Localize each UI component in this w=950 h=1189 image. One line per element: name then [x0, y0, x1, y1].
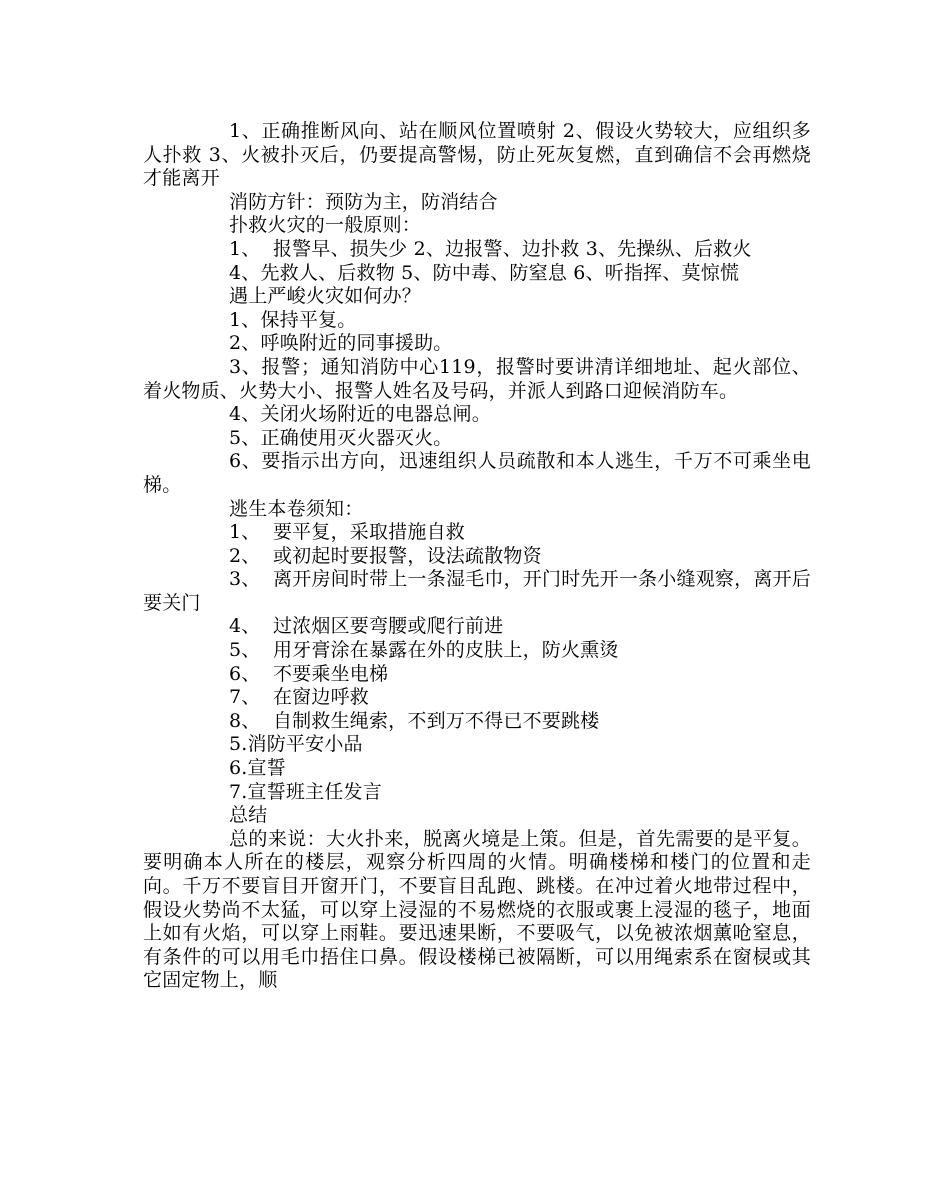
paragraph-serious-fire-3: 3、报警；通知消防中心119，报警时要讲清详细地址、起火部位、着火物质、火势大小、报警人姓名及号码，并派人到路口迎候消防车。 [143, 355, 811, 402]
paragraph-general-principles-heading: 扑救火灾的一般原则： [229, 214, 422, 237]
paragraph-serious-fire-6: 6、要指示出方向，迅速组织人员疏散和本人逃生，千万不可乘坐电梯。 [143, 450, 811, 496]
paragraph-fire-extinguish-steps: 1、正确推断风向、站在顺风位置喷射 2、假设火势较大，应组织多人扑救 3、火被扑灭后，仍要提高警惕，防止死灰复燃，直到确信不会再燃烧才能离开 [143, 120, 811, 190]
paragraph-agenda-6: 6.宣誓 [229, 757, 286, 780]
document-body [143, 120, 811, 993]
paragraph-serious-fire-2: 2、呼唤附近的同事援助。 [229, 332, 453, 355]
paragraph-serious-fire-1: 1、保持平复。 [229, 308, 357, 331]
paragraph-escape-note-4: 4、 过浓烟区要弯腰或爬行前进 [229, 615, 504, 638]
paragraph-serious-fire-heading: 遇上严峻火灾如何办？ [229, 285, 422, 308]
paragraph-escape-note-6: 6、 不要乘坐电梯 [229, 662, 389, 685]
paragraph-escape-note-2: 2、 或初起时要报警，设法疏散物资 [229, 544, 542, 567]
paragraph-summary-body: 总的来说：大火扑来，脱离火境是上策。但是，首先需要的是平复。要明确本人所在的楼层，观察分析四周的火情。明确楼梯和楼门的位置和走向。千万不要盲目开窗开门，不要盲目乱跑、跳楼。在冲过着火地带过程中，假设火势尚不太猛，可以穿上浸湿的不易燃烧的衣服或裹上浸湿的毯子，地面上如有火焰，可以穿上雨鞋。要迅速果断，不要吸气，以免被浓烟薰呛窒息，有条件的可以用毛巾捂住口鼻。假设楼梯已被隔断，可以用绳索系在窗棂或其它固定物上，顺 [143, 827, 811, 992]
paragraph-principles-4-6: 4、先救人、后救物 5、防中毒、防窒息 6、听指挥、莫惊慌 [229, 261, 740, 284]
paragraph-escape-note-7: 7、 在窗边呼救 [229, 686, 369, 709]
paragraph-fire-policy: 消防方针：预防为主，防消结合 [229, 190, 498, 213]
paragraph-serious-fire-5: 5、正确使用灭火器灭火。 [229, 426, 453, 449]
paragraph-escape-note-5: 5、 用牙膏涂在暴露在外的皮肤上，防火熏烫 [229, 639, 619, 662]
paragraph-principles-1-3: 1、 报警早、损失少 2、边报警、边扑救 3、先操纵、后救火 [229, 237, 752, 260]
paragraph-escape-note-3: 3、 离开房间时带上一条湿毛巾，开门时先开一条小缝观察，离开后要关门 [143, 568, 811, 614]
paragraph-escape-note-1: 1、 要平复，采取措施自救 [229, 521, 465, 544]
paragraph-escape-note-8: 8、 自制救生绳索，不到万不得已不要跳楼 [229, 709, 600, 732]
paragraph-serious-fire-4: 4、关闭火场附近的电器总闸。 [229, 403, 491, 426]
paragraph-agenda-7: 7.宣誓班主任发言 [229, 780, 382, 803]
paragraph-agenda-5: 5.消防平安小品 [229, 733, 363, 756]
paragraph-summary-heading: 总结 [229, 804, 268, 827]
paragraph-escape-notes-heading: 逃生本卷须知： [229, 497, 364, 520]
